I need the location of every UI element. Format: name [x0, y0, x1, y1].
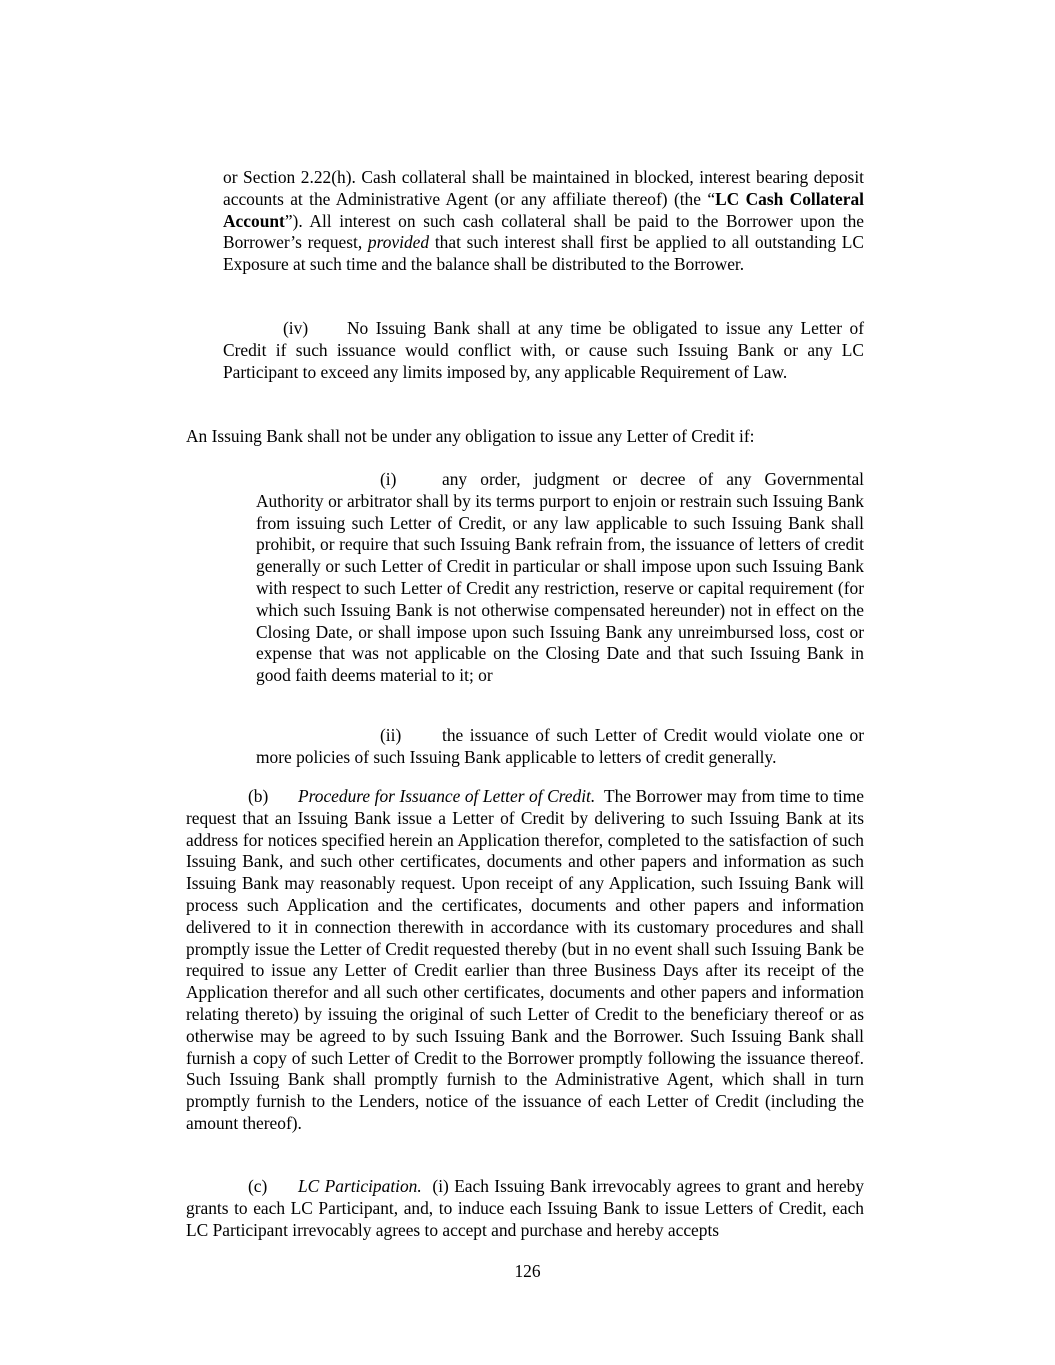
procedure-heading: Procedure for Issuance of Letter of Credit. [298, 786, 596, 806]
clause-iv-text: No Issuing Bank shall at any time be obligated to issue any Letter of Credit if such issuance would conflict with, or cause such Issuing Bank or any LC Participant to exceed any limits imposed by, any applicable Requirement of Law. [223, 318, 864, 382]
paragraph-i [256, 469, 864, 687]
cash-collateral-text-2: ”). All interest on such cash collateral shall be paid to the Borrower upon the Borrower’s request, [223, 210, 864, 253]
clause-i-text: any order, judgment or decree of any Governmental Authority or arbitrator shall by its terms purport to enjoin or restrain such Issuing Bank from issuing such Letter of Credit, or any law applicable to such Issuing Bank shall prohibit, or require that such Issuing Bank refrain from, the issuance of letters of credit generally or such Letter of Credit in particular or shall impose upon such Issuing Bank with respect to such Letter of Credit any restriction, reserve or capital requirement (for which such Issuing Bank is not otherwise compensated hereunder) not in effect on the Closing Date, or shall impose upon such Issuing Bank any unreimbursed loss, cost or expense that was not applicable on the Closing Date and that such Issuing Bank in good faith deems material to it; or [256, 469, 864, 686]
participation-heading: LC Participation. [298, 1176, 422, 1196]
obligation-intro-text: An Issuing Bank shall not be under any obligation to issue any Letter of Credit if: [186, 426, 755, 446]
cash-collateral-text-1: or Section 2.22(h). Cash collateral shall be maintained in blocked, interest bearing deposit accounts at the Administrative Agent (or any affiliate thereof) (the “ [223, 167, 864, 209]
paragraph-ii [256, 725, 864, 769]
paragraph-cash-collateral [223, 167, 864, 276]
paragraph-b-procedure [186, 786, 864, 1135]
section-number-b: (b) [248, 786, 269, 806]
clause-number-iv: (iv) [283, 318, 309, 338]
clause-number-ii: (ii) [380, 725, 402, 745]
lc-cash-collateral-account-term: LC Cash Collateral Account [223, 188, 864, 231]
clause-ii-text: the issuance of such Letter of Credit would violate one or more policies of such Issuing Bank applicable to letters of credit generally. [256, 725, 864, 767]
procedure-text: The Borrower may from time to time request that an Issuing Bank issue a Letter of Credit by delivering to such Issuing Bank at its address for notices specified herein an Application therefor, completed to the satisfaction of such Issuing Bank, and such other certificates, documents and other papers and information as such Issuing Bank may reasonably request. Upon receipt of any Application, such Issuing Bank will process such Application and the certificates, documents and other papers and information delivered to it in connection therewith in accordance with its customary procedures and shall promptly issue the Letter of Credit requested thereby (but in no event shall such Issuing Bank be required to issue any Letter of Credit earlier than three Business Days after its receipt of the Application therefor and all such other certificates, documents and other papers and information relating thereto) by issuing the original of such Letter of Credit to the beneficiary thereof or as otherwise may be agreed to by such Issuing Bank and the Borrower. Such Issuing Bank shall furnish a copy of such Letter of Credit to the Borrower promptly following the issuance thereof. Such Issuing Bank shall promptly furnish to the Administrative Agent, which shall in turn promptly furnish to the Lenders, notice of the issuance of each Letter of Credit (including the amount thereof). [186, 786, 864, 1133]
paragraph-obligation-intro [186, 426, 866, 448]
page-number: 126 [514, 1261, 541, 1281]
cash-collateral-text-3: that such interest shall first be applied to all outstanding LC Exposure at such time and the balance shall be distributed to the Borrower. [223, 232, 864, 275]
section-number-c: (c) [248, 1176, 268, 1196]
clause-number-i: (i) [380, 469, 397, 489]
paragraph-c-participation [186, 1176, 864, 1241]
participation-text: (i) Each Issuing Bank irrevocably agrees to grant and hereby grants to each LC Participant, and, to induce each Issuing Bank to issue Letters of Credit, each LC Participant irrevocably agrees to accept and purchase and hereby accepts [186, 1176, 864, 1240]
paragraph-iv [223, 318, 864, 383]
provided-term: provided [367, 232, 430, 253]
